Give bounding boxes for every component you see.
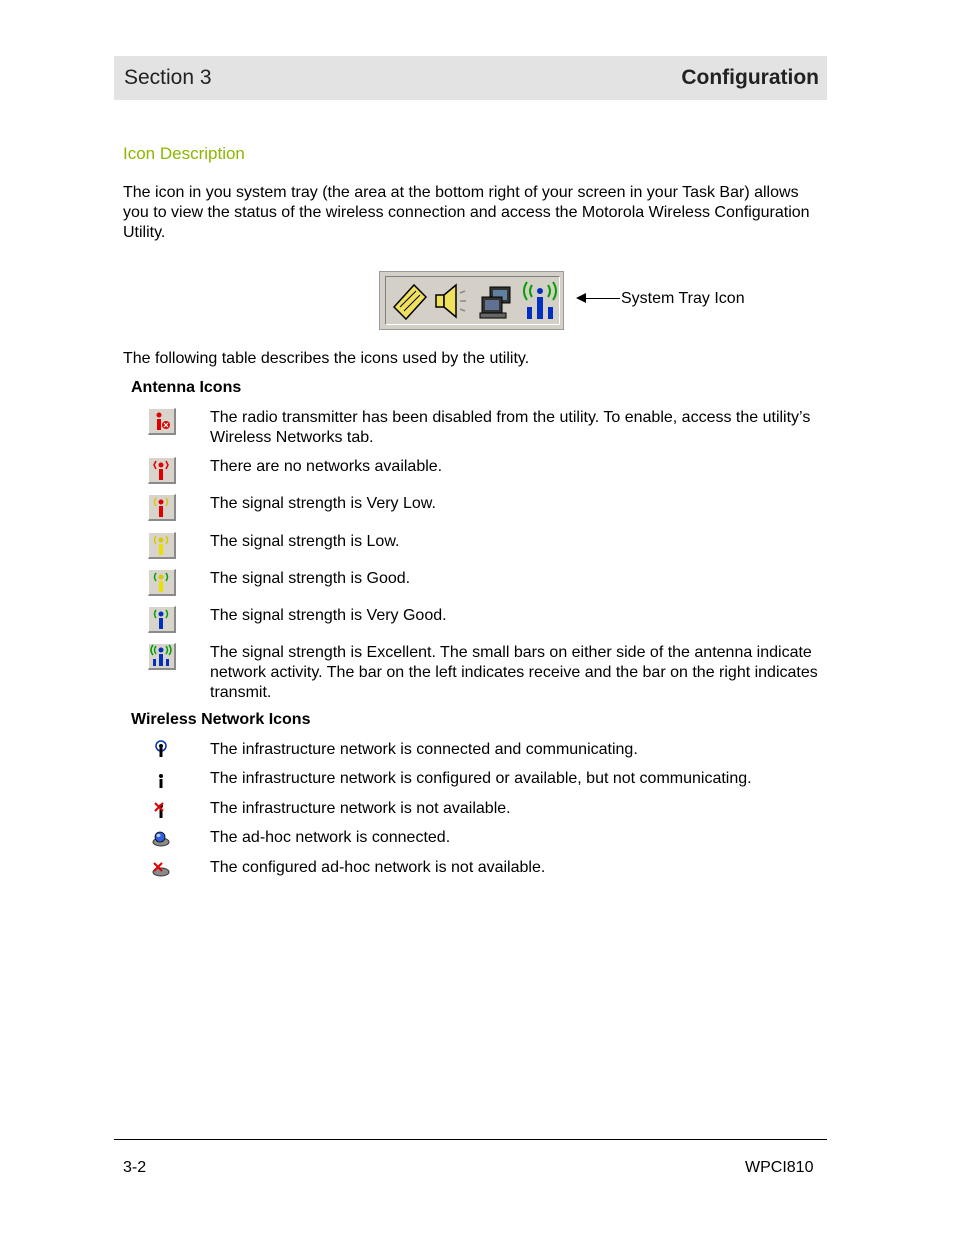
antenna-row-text: The radio transmitter has been disabled from the utility. To enable, access the utility’s Wireless Networks tab. — [210, 409, 811, 446]
antenna-disabled-icon — [148, 408, 176, 435]
page-header — [114, 56, 827, 100]
system-tray-callout: System Tray Icon — [621, 290, 745, 307]
network-icons-heading: Wireless Network Icons — [131, 711, 311, 728]
wireless-antenna-icon — [524, 282, 556, 319]
antenna-row-text: The signal strength is Low. — [210, 533, 400, 550]
network-row-text: The configured ad-hoc network is not available. — [210, 859, 546, 876]
antenna-no-network-icon — [148, 457, 176, 484]
speaker-icon — [436, 285, 466, 317]
product-name: WPCI810 — [745, 1159, 814, 1176]
network-computers-icon — [480, 287, 510, 318]
network-row-text: The infrastructure network is not available. — [210, 800, 511, 817]
intro-paragraph: The icon in you system tray (the area at the bottom right of your screen in your Task Bar) allows you to view the status of the wireless connection and access the Motorola Wireless Configuration Utility. — [123, 184, 810, 241]
adhoc-unavailable-icon — [152, 860, 170, 878]
infrastructure-idle-icon — [152, 771, 170, 789]
pencil-icon — [394, 285, 426, 319]
network-row-text: The infrastructure network is configured or available, but not communicating. — [210, 770, 752, 787]
antenna-icons-heading: Antenna Icons — [131, 379, 242, 396]
antenna-row-text: There are no networks available. — [210, 458, 443, 475]
infrastructure-unavailable-icon — [152, 801, 170, 819]
table-intro: The following table describes the icons used by the utility. — [123, 350, 530, 367]
system-tray-image — [379, 271, 564, 330]
network-row-text: The ad-hoc network is connected. — [210, 829, 451, 846]
antenna-excellent-icon — [148, 643, 176, 670]
antenna-good-icon — [148, 569, 176, 596]
section-label: Section 3 — [124, 66, 212, 89]
page-number: 3-2 — [123, 1159, 147, 1176]
antenna-row-text: The signal strength is Excellent. The small bars on either side of the antenna indicate network activity. The bar on the left indicates receive and the bar on the right indicates transmit. — [210, 644, 818, 701]
antenna-row-text: The signal strength is Good. — [210, 570, 411, 587]
antenna-very-low-icon — [148, 494, 176, 521]
chapter-title: Configuration — [681, 66, 819, 89]
antenna-row-text: The signal strength is Very Good. — [210, 607, 447, 624]
antenna-low-icon — [148, 532, 176, 559]
adhoc-connected-icon — [152, 830, 170, 848]
antenna-very-good-icon — [148, 606, 176, 633]
arrow-line — [580, 298, 620, 299]
network-row-text: The infrastructure network is connected and communicating. — [210, 741, 638, 758]
footer-divider — [114, 1139, 827, 1140]
subheading: Icon Description — [123, 144, 245, 163]
antenna-row-text: The signal strength is Very Low. — [210, 495, 436, 512]
infrastructure-connected-icon — [152, 740, 170, 758]
